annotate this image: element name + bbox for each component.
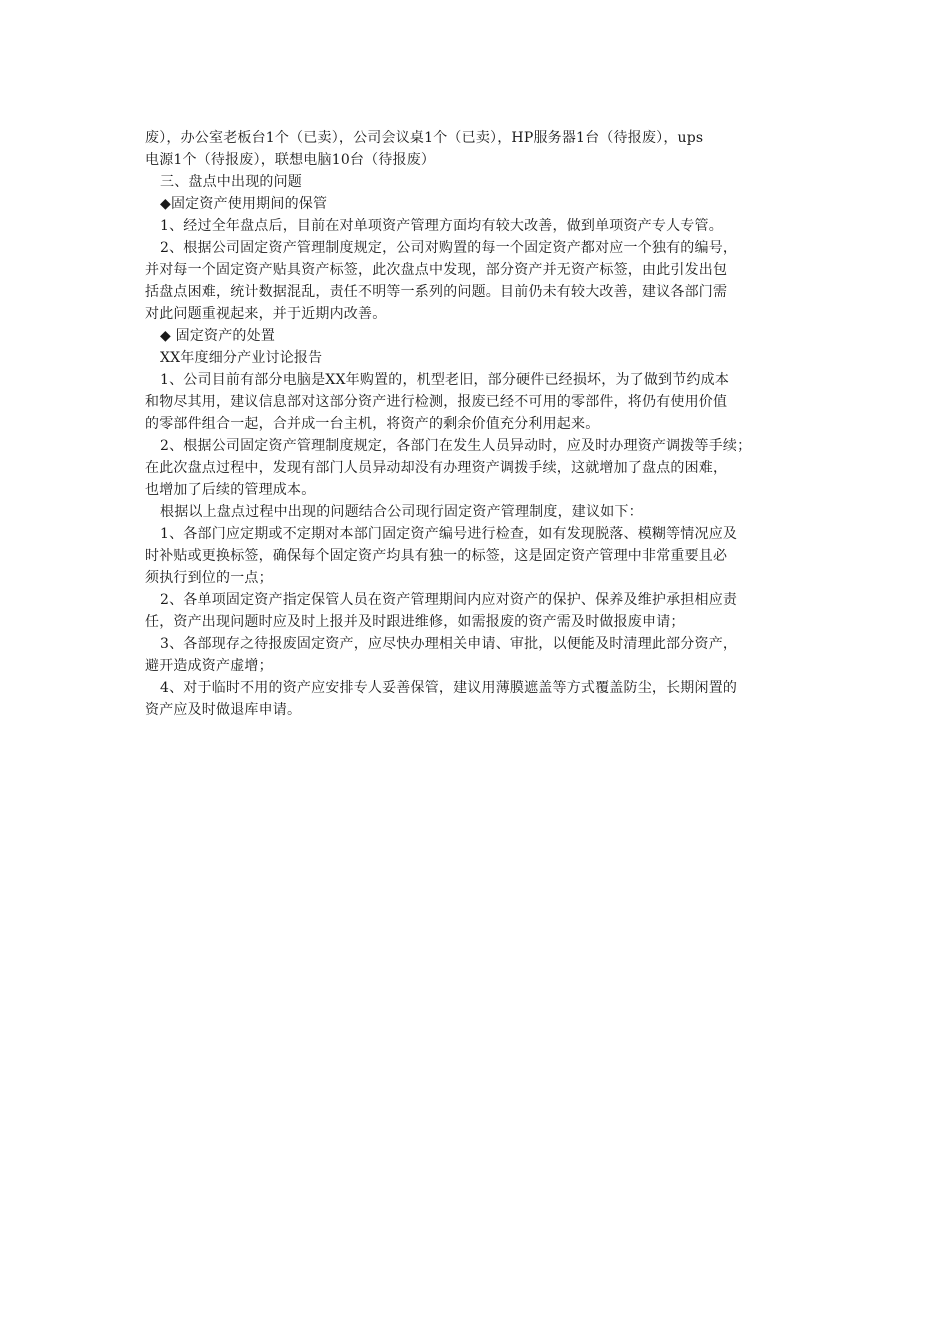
text-line: 2、各单项固定资产指定保管人员在资产管理期间内应对资产的保护、保养及维护承担相应责 [160, 592, 738, 608]
text-line: 2、根据公司固定资产管理制度规定，公司对购置的每一个固定资产都对应一个独有的编号， [160, 240, 738, 256]
text-line: 资产应及时做退库申请。 [145, 702, 302, 718]
text-line: 1、各部门应定期或不定期对本部门固定资产编号进行检查，如有发现脱落、模糊等情况应及 [160, 526, 738, 542]
text-line: 1、公司目前有部分电脑是XX年购置的，机型老旧，部分硬件已经损坏，为了做到节约成本 [160, 372, 730, 388]
text-line: 4、对于临时不用的资产应安排专人妥善保管，建议用薄膜遮盖等方式覆盖防尘，长期闲置的 [160, 680, 738, 696]
text-line: 3、各部现存之待报废固定资产，应尽快办理相关申请、审批，以便能及时清理此部分资产， [160, 636, 738, 652]
text-line: 对此问题重视起来，并于近期内改善。 [145, 306, 387, 322]
text-line: 电源1个（待报废），联想电脑10台（待报废） [145, 152, 436, 168]
text-line: 时补贴或更换标签，确保每个固定资产均具有独一的标签，这是固定资产管理中非常重要且必 [145, 548, 728, 564]
text-line: 任，资产出现问题时应及时上报并及时跟进维修，如需报废的资产需及时做报废申请； [145, 614, 685, 630]
text-line: 1、经过全年盘点后，目前在对单项资产管理方面均有较大改善，做到单项资产专人专管。 [160, 218, 723, 234]
text-line: 根据以上盘点过程中出现的问题结合公司现行固定资产管理制度，建议如下： [160, 504, 643, 520]
text-line: XX年度细分产业讨论报告 [160, 350, 323, 366]
text-line: ◆ 固定资产的处置 [160, 328, 276, 344]
text-line: 三、盘点中出现的问题 [160, 174, 302, 190]
text-line: 和物尽其用，建议信息部对这部分资产进行检测，报废已经不可用的零部件，将仍有使用价值 [145, 394, 728, 410]
text-line: 2、根据公司固定资产管理制度规定，各部门在发生人员异动时，应及时办理资产调拨等手续； [160, 438, 752, 454]
text-line: 废），办公室老板台1个（已卖），公司会议桌1个（已卖），HP服务器1台（待报废），ups [145, 130, 704, 146]
document-body [145, 127, 820, 721]
text-line: 括盘点困难，统计数据混乱，责任不明等一系列的问题。目前仍未有较大改善，建议各部门需 [145, 284, 728, 300]
text-line: 并对每一个固定资产贴具资产标签，此次盘点中发现，部分资产并无资产标签，由此引发出包 [145, 262, 728, 278]
text-line: 的零部件组合一起，合并成一台主机，将资产的剩余价值充分利用起来。 [145, 416, 600, 432]
text-line: ◆固定资产使用期间的保管 [160, 196, 328, 212]
text-line: 须执行到位的一点； [145, 570, 273, 586]
text-line: 在此次盘点过程中，发现有部门人员异动却没有办理资产调拨手续，这就增加了盘点的困难， [145, 460, 728, 476]
text-line: 也增加了后续的管理成本。 [145, 482, 316, 498]
text-line: 避开造成资产虚增； [145, 658, 273, 674]
